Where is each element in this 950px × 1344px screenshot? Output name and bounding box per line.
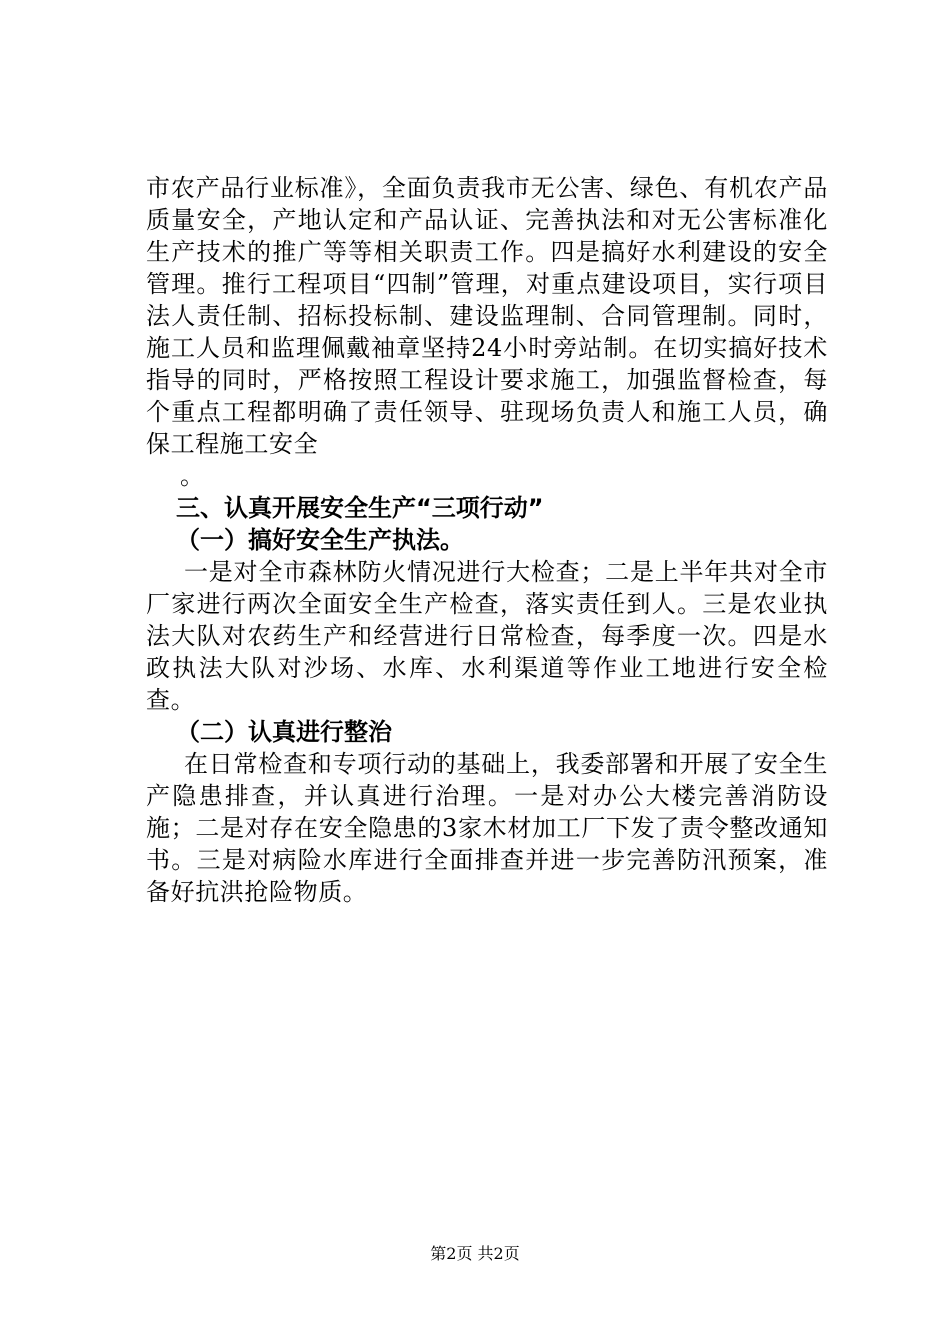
paragraph-continued: 市农产品行业标准》，全面负责我市无公害、绿色、有机农产品质量安全，产地认定和产品认证、完善执法和对无公害标准化生产技术的推广等等相关职责工作。四是搞好水利建设的安全管理。推行工程项目“四制”管理，对重点建设项目，实行项目法人责任制、招标投标制、建设监理制、合同管理制。同时，施工人员和监理佩戴袖章坚持24小时旁站制。在切实搞好技术指导的同时，严格按照工程设计要求施工，加强监督检查，每个重点工程都明确了责任领导、驻现场负责人和施工人员，确保工程施工安全 [146,174,828,458]
page-footer: 第2页 共2页 [430,1244,520,1263]
subheading-2: （二）认真进行整治 [176,718,392,746]
paragraph-rectification: 在日常检查和专项行动的基础上，我委部署和开展了安全生产隐患排查，并认真进行治理。一是对办公大楼完善消防设施；二是对存在安全隐患的3家木材加工厂下发了责令整改通知书。三是对病险水库进行全面排查并进一步完善防汛预案，准备好抗洪抢险物质。 [146,750,828,906]
subheading-1: （一）搞好安全生产执法。 [176,526,464,554]
paragraph-period: 。 [180,462,204,490]
document-body [146,172,828,908]
section-heading-3: 三、认真开展安全生产“三项行动” [176,494,544,522]
paragraph-enforcement: 一是对全市森林防火情况进行大检查；二是上半年共对全市厂家进行两次全面安全生产检查，落实责任到人。三是农业执法大队对农药生产和经营进行日常检查，每季度一次。四是水政执法大队对沙场、水库、水利渠道等作业工地进行安全检查。 [146,558,828,714]
